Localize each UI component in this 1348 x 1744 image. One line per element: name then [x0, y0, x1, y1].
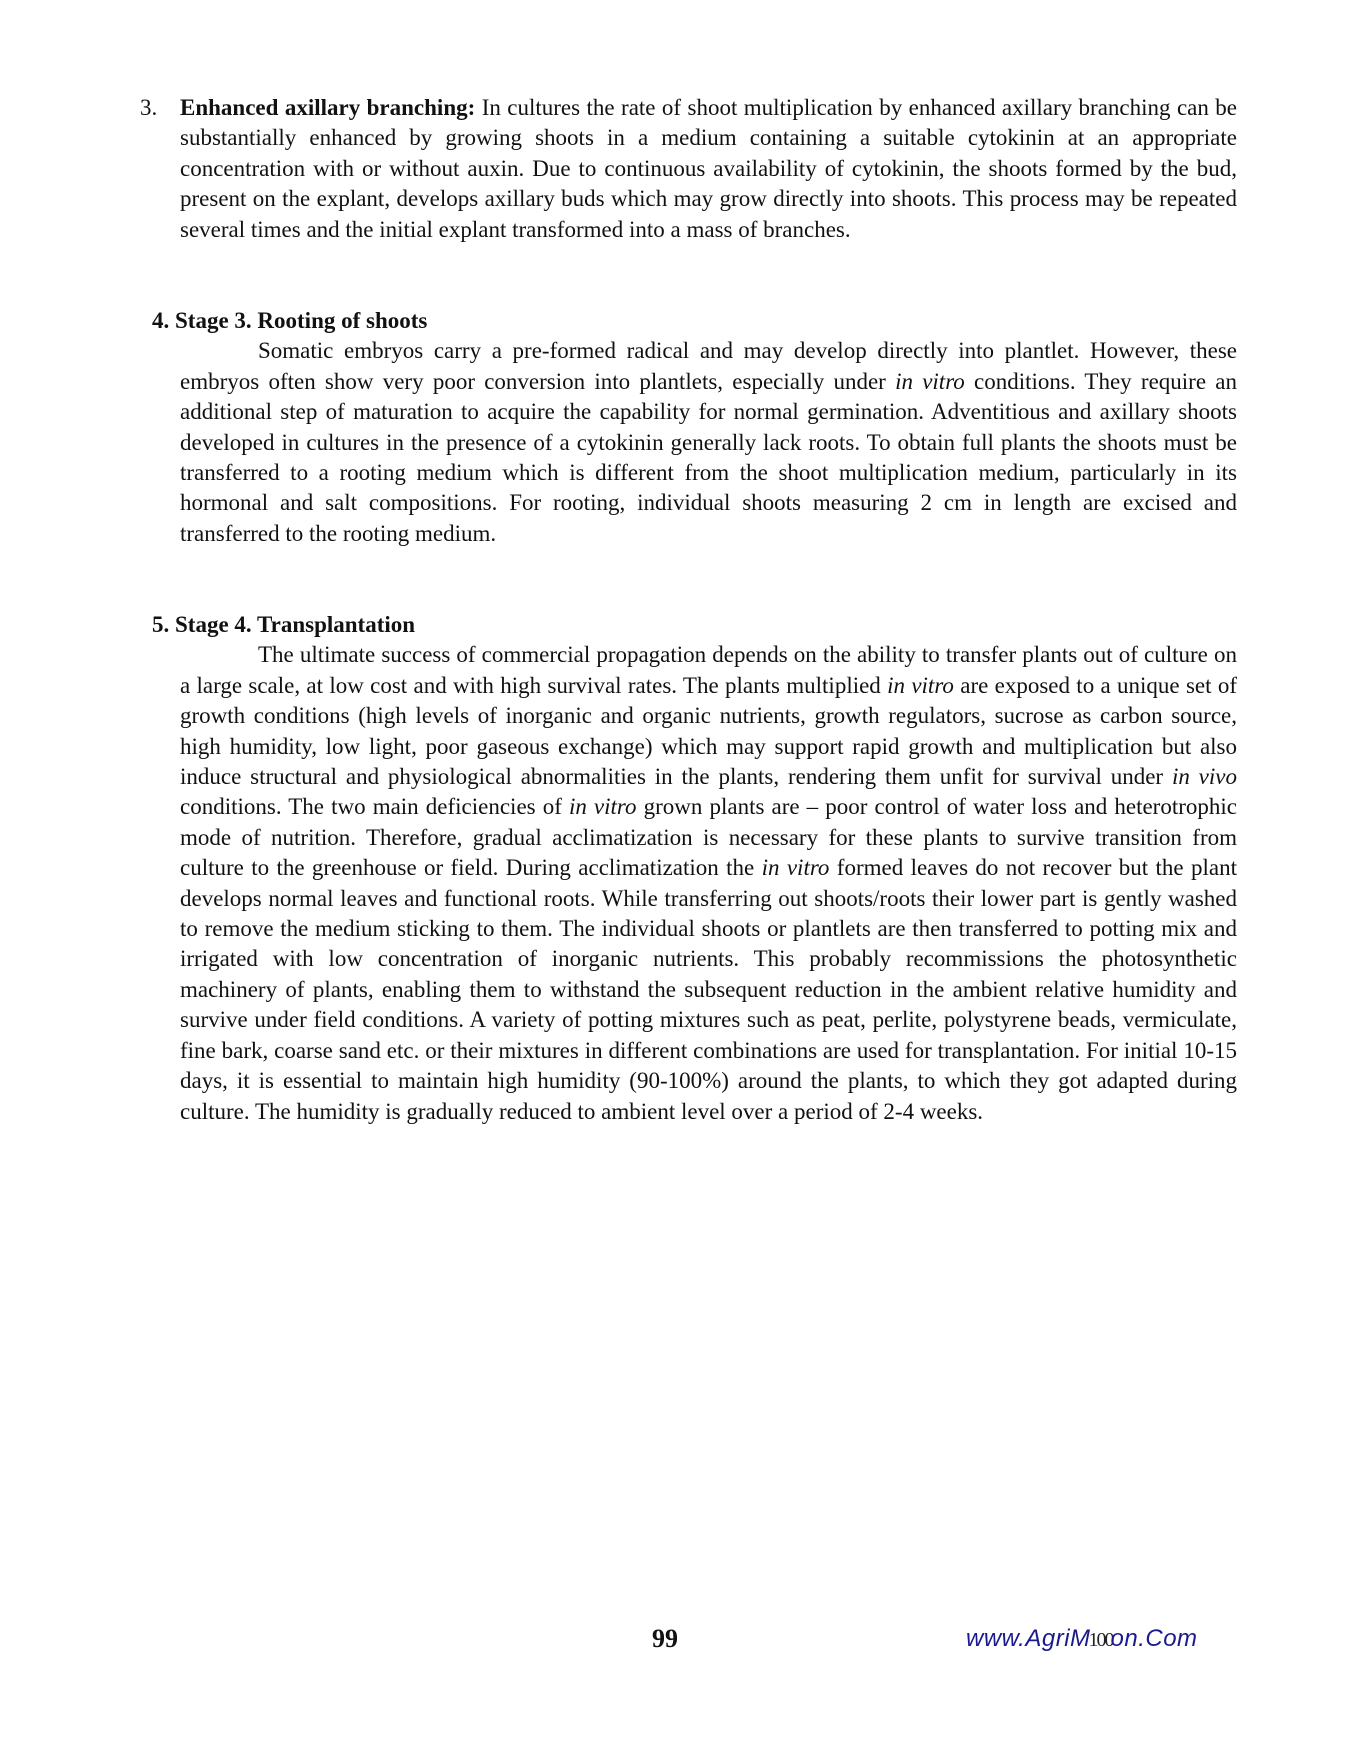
paragraph-text: Somatic embryos carry a pre-formed radical and may develop directly into plantlet. However, these embryos often show very poor conversion into plantlets, especially under — [180, 338, 1237, 394]
paragraph-text: The ultimate success of commercial propagation depends on the ability to transfer plants out of culture on a large scale, at low cost and with high survival rates. The plants multiplied — [180, 642, 1237, 698]
paragraph-text: are exposed to a unique set of growth conditions (high levels of inorganic and organic nutrients, growth regulators, sucrose as carbon source, high humidity, low light, poor gaseous exchange) which may support rapid growth and multiplication but also induce structural and physiological abnormalities in the plants, rendering them unfit for survival under — [180, 672, 1237, 790]
footer-website-link[interactable] — [966, 1625, 1198, 1653]
list-number: 3. — [140, 95, 158, 120]
paragraph-text: In cultures the rate of shoot multiplication by enhanced axillary branching can be substantially enhanced by growing shoots in a medium containing a suitable cytokinin at an appropriate concentration with or without auxin. Due to continuous availability of cytokinin, the shoots formed by the bud, present on the explant, develops axillary buds which may grow directly into shoots. This process may be repeated several times and the initial explant transformed into a mass of branches. — [180, 95, 1237, 242]
italic-term: in vitro — [895, 368, 965, 394]
site-text: on.Com — [1110, 1625, 1198, 1652]
paragraph-text: grown plants are – poor control of water loss and heterotrophic mode of nutrition. Therefore, gradual acclimatization is necessary for these plants to survive transition from culture to the greenhouse or field. During acclimatization the — [180, 794, 1237, 881]
list-item-enhanced-axillary-branching — [140, 93, 1237, 245]
section-heading: 5. Stage 4. Transplantation — [152, 612, 416, 637]
term-heading: Enhanced axillary branching: — [180, 95, 476, 120]
paragraph — [180, 336, 1237, 549]
italic-term: in vivo — [1171, 764, 1237, 790]
italic-term: in vitro — [761, 855, 830, 881]
site-text: www.AgriM — [966, 1625, 1091, 1652]
section-heading: 4. Stage 3. Rooting of shoots — [152, 308, 428, 333]
paragraph-text: formed leaves do not recover but the plant develops normal leaves and functional roots. While transferring out shoots/roots their lower part is gently washed to remove the medium sticking to them. The individual shoots or plantlets are then transferred to potting mix and irrigated with low concentration of inorganic nutrients. This probably recommissions the photosynthetic machinery of plants, enabling them to withstand the subsequent reduction in the ambient relative humidity and survive under field conditions. A variety of potting mixtures such as peat, perlite, polystyrene beads, vermiculate, fine bark, coarse sand etc. or their mixtures in different combinations are used for transplantation. For initial 10-15 days, it is essential to maintain high humidity (90-100%) around the plants, to which they got adapted during culture. The humidity is gradually reduced to ambient level over a period of 2-4 weeks. — [180, 855, 1237, 1124]
paragraph-text: conditions. They require an additional step of maturation to acquire the capability for normal germination. Adventitious and axillary shoots developed in cultures in the presence of a cytokinin generally lack roots. To obtain full plants the shoots must be transferred to a rooting medium which is different from the shoot multiplication medium, particularly in its hormonal and salt compositions. For rooting, individual shoots measuring 2 cm in length are excised and transferred to the rooting medium. — [180, 368, 1237, 546]
paragraph-text: conditions. The two main deficiencies of — [180, 794, 569, 820]
italic-term: in vitro — [887, 672, 954, 698]
page-number: 99 — [652, 1624, 678, 1653]
section-transplantation — [152, 610, 1237, 1127]
paragraph — [180, 640, 1237, 1127]
section-rooting-of-shoots — [152, 306, 1237, 549]
overlay-artifact: 100 — [1088, 1629, 1113, 1651]
paragraph — [180, 93, 1237, 245]
italic-term: in vitro — [568, 794, 637, 820]
